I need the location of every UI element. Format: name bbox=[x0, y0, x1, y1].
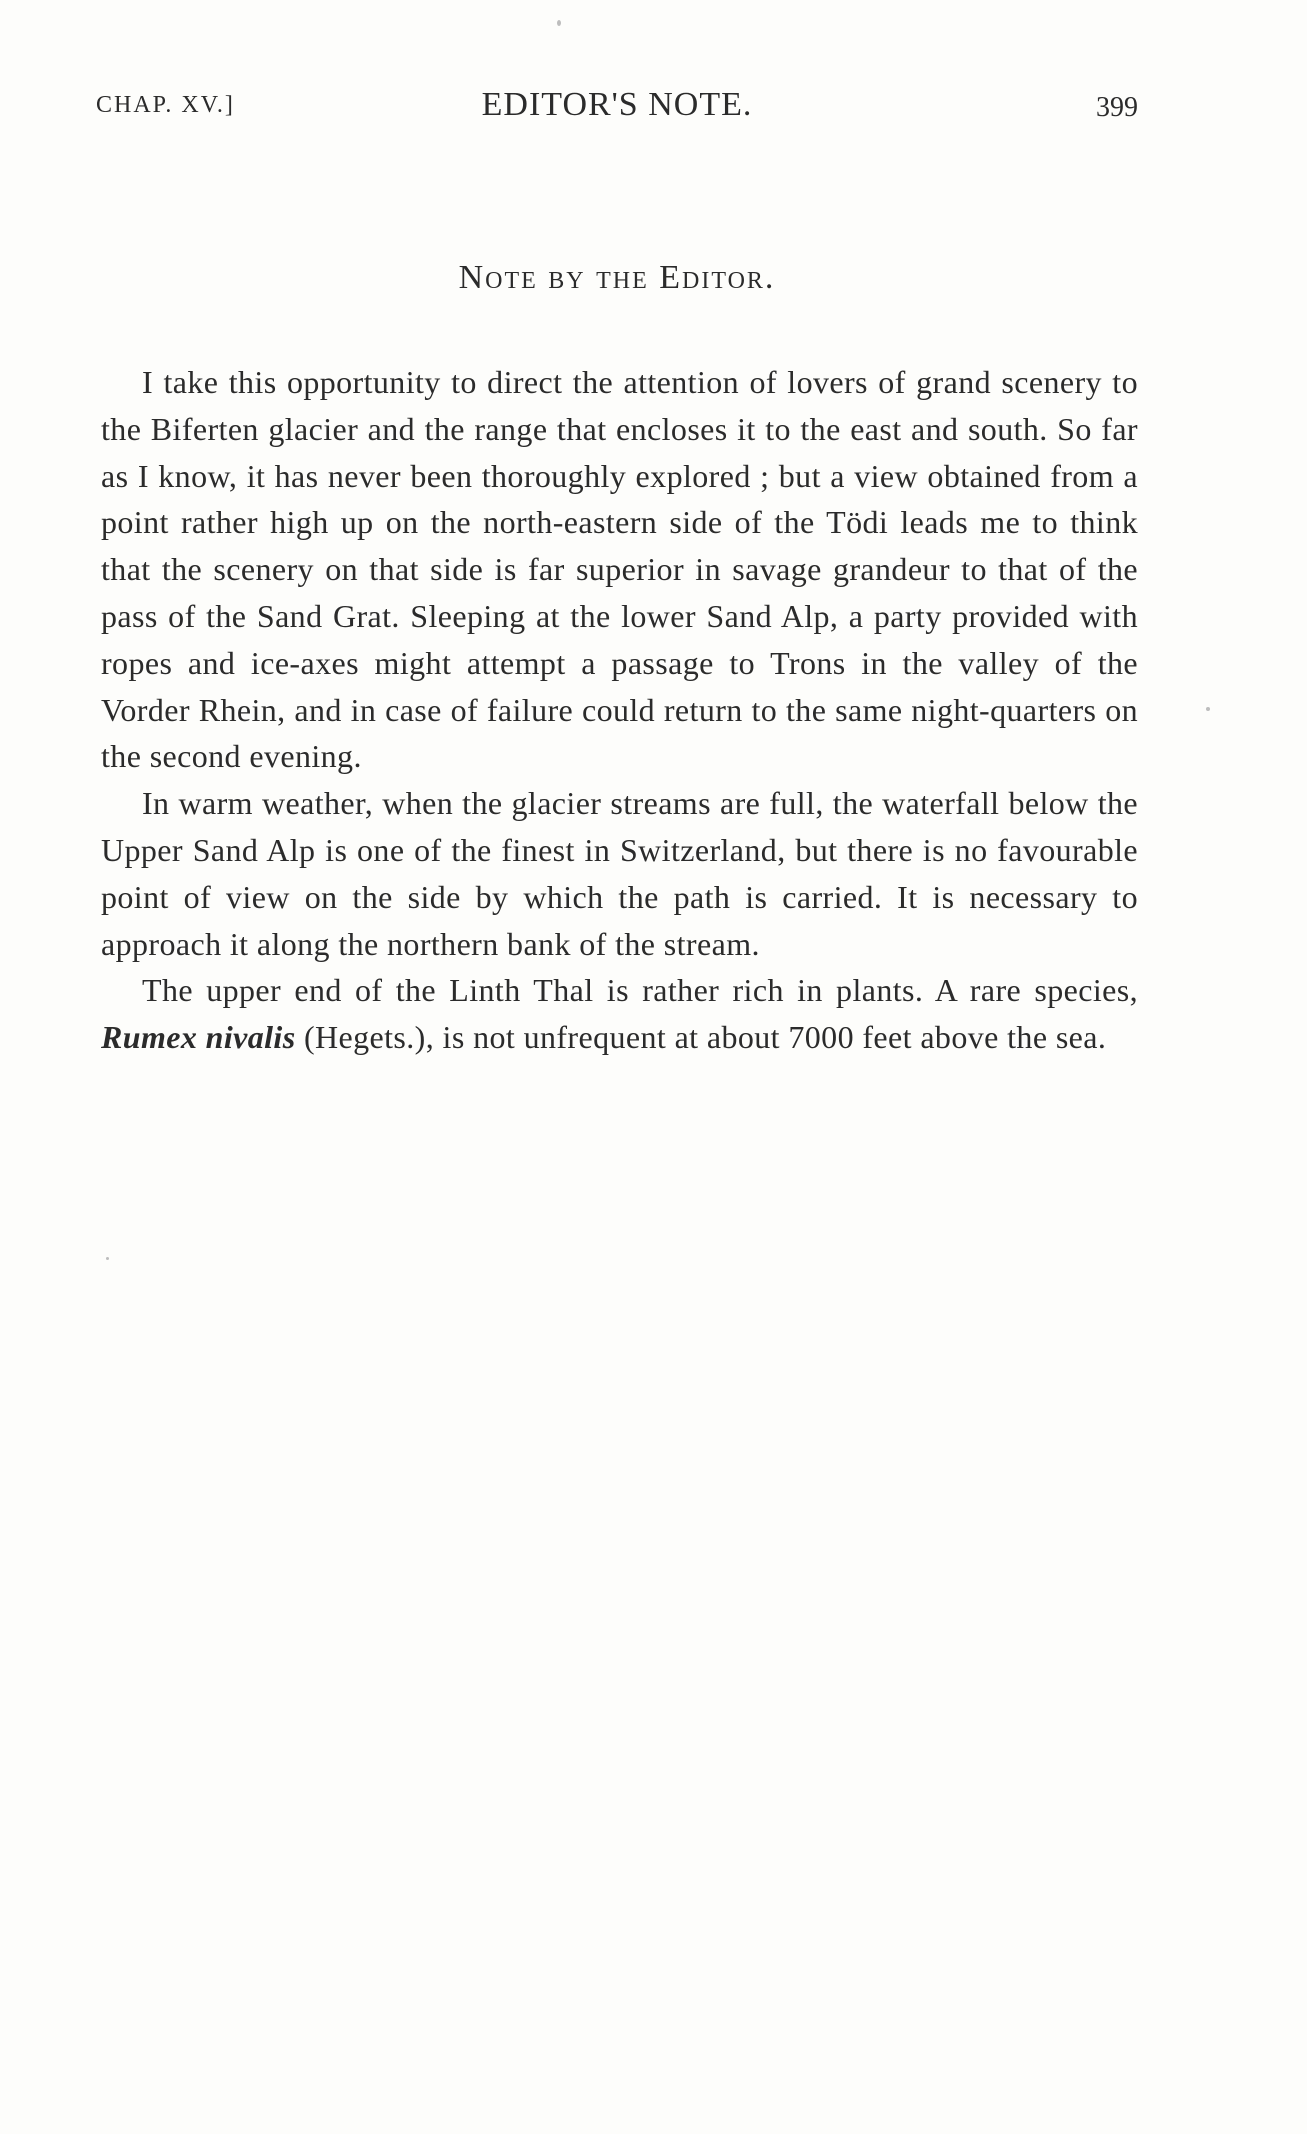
paragraph: In warm weather, when the glacier streams are full, the waterfall below the Upper Sand Alp is one of the finest in Switzerland, but there is no favourable point of view on the side by which the path is carried. It is necessary to approach it along the northern bank of the stream. bbox=[101, 785, 1138, 962]
species-name: Rumex nivalis bbox=[101, 1019, 296, 1056]
body-text bbox=[101, 359, 1138, 1061]
ink-speck bbox=[106, 1257, 109, 1260]
section-heading: Note by the Editor. bbox=[458, 259, 776, 296]
ink-speck bbox=[1206, 707, 1210, 711]
paragraph-text: (Hegets.), is not unfrequent at about 7000 feet above the sea. bbox=[295, 1019, 1107, 1056]
chapter-label: CHAP. XV.] bbox=[96, 92, 235, 118]
paragraph bbox=[101, 967, 1138, 1061]
ink-speck bbox=[557, 20, 561, 26]
running-title: EDITOR'S NOTE. bbox=[481, 86, 753, 123]
paragraph: I take this opportunity to direct the attention of lovers of grand scenery to the Biferten glacier and the range that encloses it to the east and south. So far as I know, it has never been thoroughly explored ; but a view obtained from a point rather high up on the north-eastern side of the Tödi leads me to think that the scenery on that side is far superior in savage grandeur to that of the pass of the Sand Grat. Sleeping at the lower Sand Alp, a party provided with ropes and ice-axes might attempt a passage to Trons in the valley of the Vorder Rhein, and in case of failure could return to the same night-quarters on the second evening. bbox=[101, 364, 1138, 775]
running-head bbox=[96, 86, 1138, 130]
page-number: 399 bbox=[1096, 92, 1138, 123]
paragraph-text: The upper end of the Linth Thal is rather rich in plants. A rare species, bbox=[142, 972, 1138, 1009]
